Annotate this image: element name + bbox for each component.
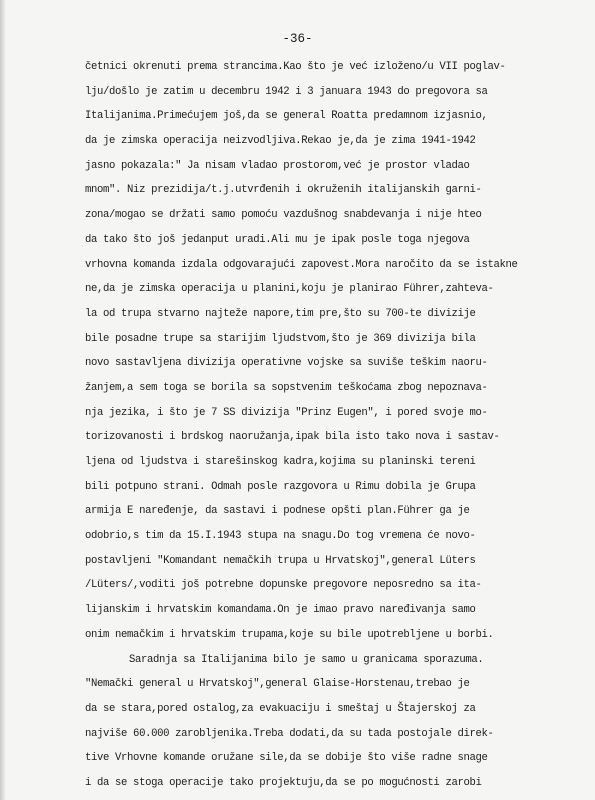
text-line: Italijanima.Primećujem još,da se general Roatta predamnom izjasnio, xyxy=(85,110,488,123)
text-line: vrhovna komanda izdala odgovarajući zapovest.Mora naročito da se istakne xyxy=(85,258,518,271)
text-line: postavljeni "Komandant nemačkih trupa u Hrvatskoj",general Lüters xyxy=(85,554,476,567)
text-line: armija E naređenje, da sastavi i podnese opšti plan.Führer ga je xyxy=(85,505,470,518)
page-number: -36- xyxy=(282,32,313,46)
document-body xyxy=(85,55,585,796)
text-line: da se stara,pored ostalog,za evakuaciju i smeštaj u Štajerskoj za xyxy=(85,702,476,715)
text-line: bili potpuno strani. Odmah posle razgovora u Rimu dobila je Grupa xyxy=(85,480,476,493)
text-line: la od trupa stvarno najteže napore,tim pre,što su 700-te divizije xyxy=(85,307,476,320)
text-line: četnici okrenuti prema strancima.Kao što je već izloženo/u VII poglav- xyxy=(85,61,506,73)
text-line: "Nemački general u Hrvatskoj",general Glaise-Horstenau,trebao je xyxy=(85,678,470,691)
text-line: da tako što još jedanput uradi.Ali mu je ipak posle toga njegova xyxy=(85,233,470,246)
scan-edge-shadow xyxy=(0,0,6,800)
text-line: nja jezika, i što je 7 SS divizija "Prinz Eugen", i pored svoje mo- xyxy=(85,406,488,419)
text-line: torizovanosti i brdskog naoružanja,ipak bila isto tako nova i sastav- xyxy=(85,431,500,444)
text-line: ne,da je zimska operacija u planini,koju je planirao Führer,zahteva- xyxy=(85,283,494,296)
text-line: lijanskim i hrvatskim komandama.On je imao pravo naređivanja samo xyxy=(85,604,476,617)
text-line: žanjem,a sem toga se borila sa sopstvenim teškoćama zbog nepoznava- xyxy=(85,381,488,394)
text-line: lju/došlo je zatim u decembru 1942 i 3 januara 1943 do pregovora sa xyxy=(85,85,488,98)
text-line: tive Vrhovne komande oružane sile,da se dobije što više radne snage xyxy=(85,752,488,765)
text-line: novo sastavljena divizija operativne vojske sa suviše teškim naoru- xyxy=(85,357,488,370)
text-line: Saradnja sa Italijanima bilo je samo u granicama sporazuma. xyxy=(129,653,484,666)
text-line: jasno pokazala:" Ja nisam vladao prostorom,već je prostor vladao xyxy=(85,159,470,172)
text-line: ljena od ljudstva i starešinskog kadra,kojima su planinski tereni xyxy=(85,456,476,468)
text-line: mnom". Niz prezidija/t.j.utvrđenih i okruženih italijanskih garni- xyxy=(85,184,482,197)
text-line: /Lüters/,voditi još potrebne dopunske pregovore neposredno sa ita- xyxy=(85,579,482,592)
text-line: da je zimska operacija neizvodljiva.Rekao je,da je zima 1941-1942 xyxy=(85,135,476,148)
text-line: zona/mogao se držati samo pomoću vazdušnog snabdevanja i nije hteo xyxy=(85,209,482,222)
text-line: i da se stoga operacije tako projektuju,da se po mogućnosti zarobi xyxy=(85,776,482,789)
text-line: najviše 60.000 zarobljenika.Treba dodati,da su tada postojale direk- xyxy=(85,727,494,740)
text-line: onim nemačkim i hrvatskim trupama,koje su bile upotrebljene u borbi. xyxy=(85,628,494,641)
text-line: bile posadne trupe sa starijim ljudstvom,što je 369 divizija bila xyxy=(85,332,476,345)
text-line: odobrio,s tim da 15.I.1943 stupa na snagu.Do tog vremena će novo- xyxy=(85,530,476,543)
